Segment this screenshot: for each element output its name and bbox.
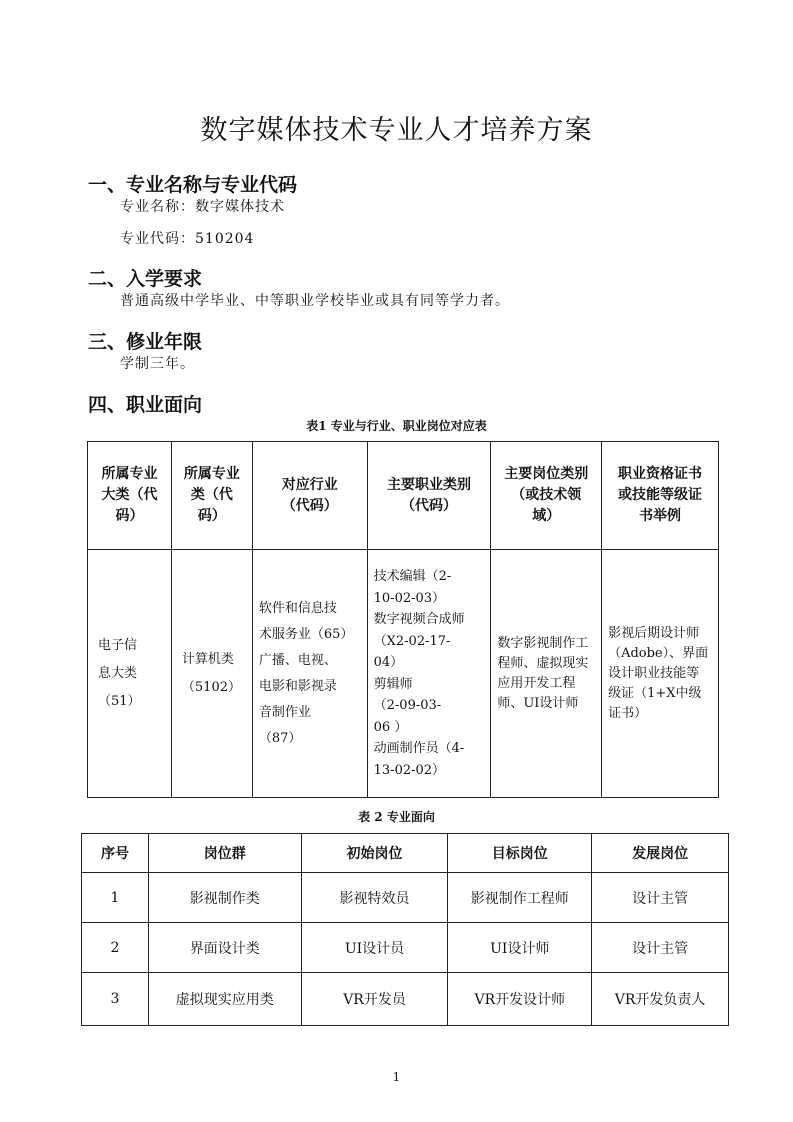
cell-occupations: 技术编辑（2- 10-02-03） 数字视频合成师 （X2-02-17- 04） 剪辑师 （2-09-03- 06 ） 动画制作员（4- 13-02-02）	[367, 550, 491, 798]
row-initial-position: 影视特效员	[301, 873, 448, 923]
header-occupation: 主要职业类别 （代码）	[367, 442, 491, 550]
cell-certificates: 影视后期设计师（Adobe）、界面设计职业技能等级证（1+X中级证书）	[602, 550, 719, 798]
page-title: 数字媒体技术专业人才培养方案	[200, 115, 593, 146]
header-major-class: 所属专业 类（代 码）	[171, 442, 252, 550]
career-direction-table	[81, 833, 729, 1026]
header-development-position: 发展岗位	[592, 834, 729, 873]
header-initial-position: 初始岗位	[301, 834, 448, 873]
header-major-category: 所属专业 大类（代 码）	[88, 442, 172, 550]
admission-text: 普通高级中学毕业、中等职业学校毕业或具有同等学力者。	[120, 293, 510, 309]
table1-caption: 表1 专业与行业、职业岗位对应表	[306, 419, 487, 433]
header-certificate: 职业资格证书 或技能等级证 书举例	[602, 442, 719, 550]
duration-text: 学制三年。	[120, 356, 195, 372]
header-target-position: 目标岗位	[448, 834, 592, 873]
section-2-heading: 二、入学要求	[88, 268, 203, 290]
row-job-group: 影视制作类	[148, 873, 301, 923]
table-row	[82, 923, 729, 973]
row-job-group: 虚拟现实应用类	[148, 973, 301, 1026]
major-code-line: 专业代码：510204	[120, 231, 255, 247]
row-target-position: UI设计师	[448, 923, 592, 973]
section-4-heading: 四、职业面向	[88, 394, 203, 416]
row-initial-position: UI设计员	[301, 923, 448, 973]
header-industry: 对应行业 （代码）	[252, 442, 367, 550]
row-development-position: 设计主管	[592, 923, 729, 973]
table1-header-row	[88, 442, 719, 550]
table2-caption: 表 2 专业面向	[358, 810, 435, 824]
table1-data-row	[88, 550, 719, 798]
row-development-position: VR开发负责人	[592, 973, 729, 1026]
major-name-line: 专业名称：数字媒体技术	[120, 199, 285, 215]
header-job-group: 岗位群	[148, 834, 301, 873]
row-target-position: VR开发设计师	[448, 973, 592, 1026]
header-position: 主要岗位类别 （或技术领 域）	[491, 442, 602, 550]
cell-major-class: 计算机类 （5102）	[171, 550, 252, 798]
cell-positions: 数字影视制作工程师、虚拟现实应用开发工程师、UI设计师	[491, 550, 602, 798]
table-row	[82, 973, 729, 1026]
row-development-position: 设计主管	[592, 873, 729, 923]
section-1-heading: 一、专业名称与专业代码	[88, 174, 298, 196]
section-3-heading: 三、修业年限	[88, 331, 203, 353]
row-job-group: 界面设计类	[148, 923, 301, 973]
cell-major-category: 电子信 息大类 （51）	[88, 550, 172, 798]
row-index: 1	[82, 873, 149, 923]
cell-industries: 软件和信息技 术服务业（65） 广播、电视、 电影和影视录 音制作业 （87）	[252, 550, 367, 798]
row-index: 3	[82, 973, 149, 1026]
page-number: 1	[392, 1070, 401, 1084]
row-target-position: 影视制作工程师	[448, 873, 592, 923]
table2-header-row	[82, 834, 729, 873]
table-row	[82, 873, 729, 923]
row-index: 2	[82, 923, 149, 973]
header-index: 序号	[82, 834, 149, 873]
occupation-mapping-table	[87, 441, 719, 798]
row-initial-position: VR开发员	[301, 973, 448, 1026]
